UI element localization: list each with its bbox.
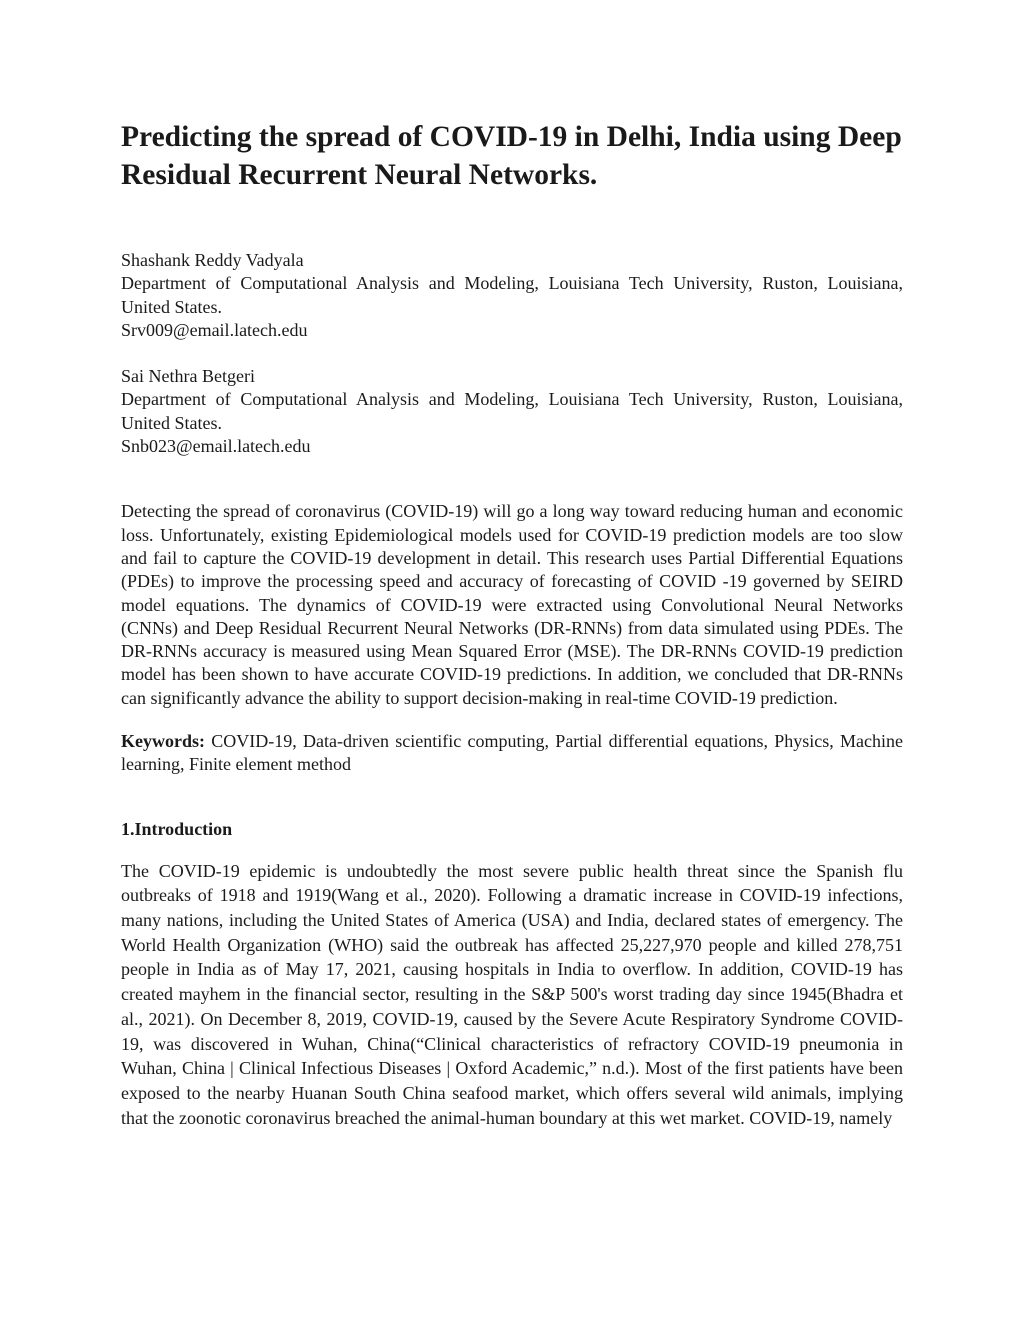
author-name: Shashank Reddy Vadyala (121, 250, 304, 270)
keywords-list: COVID-19, Data-driven scientific computing, Partial differential equations, Physics, Machine learning, Finite element method (121, 731, 903, 775)
section-heading-introduction: 1.Introduction (121, 818, 233, 839)
author-email: Srv009@email.latech.edu (121, 319, 308, 340)
author-list (121, 249, 903, 458)
introduction-paragraph: The COVID-19 epidemic is undoubtedly the most severe public health threat since the Spanish flu outbreaks of 1918 and 1919(Wang et al., 2020). Following a dramatic increase in COVID-19 infections, many nations, including the United States of America (USA) and India, declared states of emergency. The World Health Organization (WHO) said the outbreak has affected 25,227,970 people and killed 278,751 people in India as of May 17, 2021, causing hospitals in India to overflow. In addition, COVID-19 has created mayhem in the financial sector, resulting in the S&P 500's worst trading day since 1945(Bhadra et al., 2021). On December 8, 2019, COVID-19, caused by the Severe Acute Respiratory Syndrome COVID-19, was discovered in Wuhan, China(“Clinical characteristics of refractory COVID-19 pneumonia in Wuhan, China | Clinical Infectious Diseases | Oxford Academic,” n.d.). Most of the first patients have been exposed to the nearby Huanan South China seafood market, which offers several wild animals, implying that the zoonotic coronavirus breached the animal-human boundary at this wet market. COVID-19, namely (121, 860, 903, 1128)
keywords-label: Keywords: (121, 731, 205, 752)
abstract-paragraph: Detecting the spread of coronavirus (COVID-19) will go a long way toward reducing human and economic loss. Unfortunately, existing Epidemiological models used for COVID-19 prediction models are too slow and fail to capture the COVID-19 development in detail. This research uses Partial Differential Equations (PDEs) to improve the processing speed and accuracy of forecasting of COVID -19 governed by SEIRD model equations. The dynamics of COVID-19 were extracted using Convolutional Neural Networks (CNNs) and Deep Residual Recurrent Neural Networks (DR-RNNs) from data simulated using PDEs. The DR-RNNs accuracy is measured using Mean Squared Error (MSE). The DR-RNNs COVID-19 prediction model has been shown to have accurate COVID-19 predictions. In addition, we concluded that DR-RNNs can significantly advance the ability to support decision-making in real-time COVID-19 prediction. (121, 501, 903, 708)
author-block (121, 365, 903, 458)
paper-page (121, 118, 903, 1130)
author-affiliation: Department of Computational Analysis and Modeling, Louisiana Tech University, Ruston, Louisiana, United States. (121, 389, 903, 433)
author-affiliation: Department of Computational Analysis and Modeling, Louisiana Tech University, Ruston, Louisiana, United States. (121, 273, 903, 317)
keywords-paragraph (121, 730, 903, 777)
author-name: Sai Nethra Betgeri (121, 366, 255, 387)
paper-title: Predicting the spread of COVID-19 in Delhi, India using Deep Residual Recurrent Neural Networks. (121, 121, 902, 191)
author-email: Snb023@email.latech.edu (121, 436, 311, 457)
author-block (121, 249, 903, 342)
